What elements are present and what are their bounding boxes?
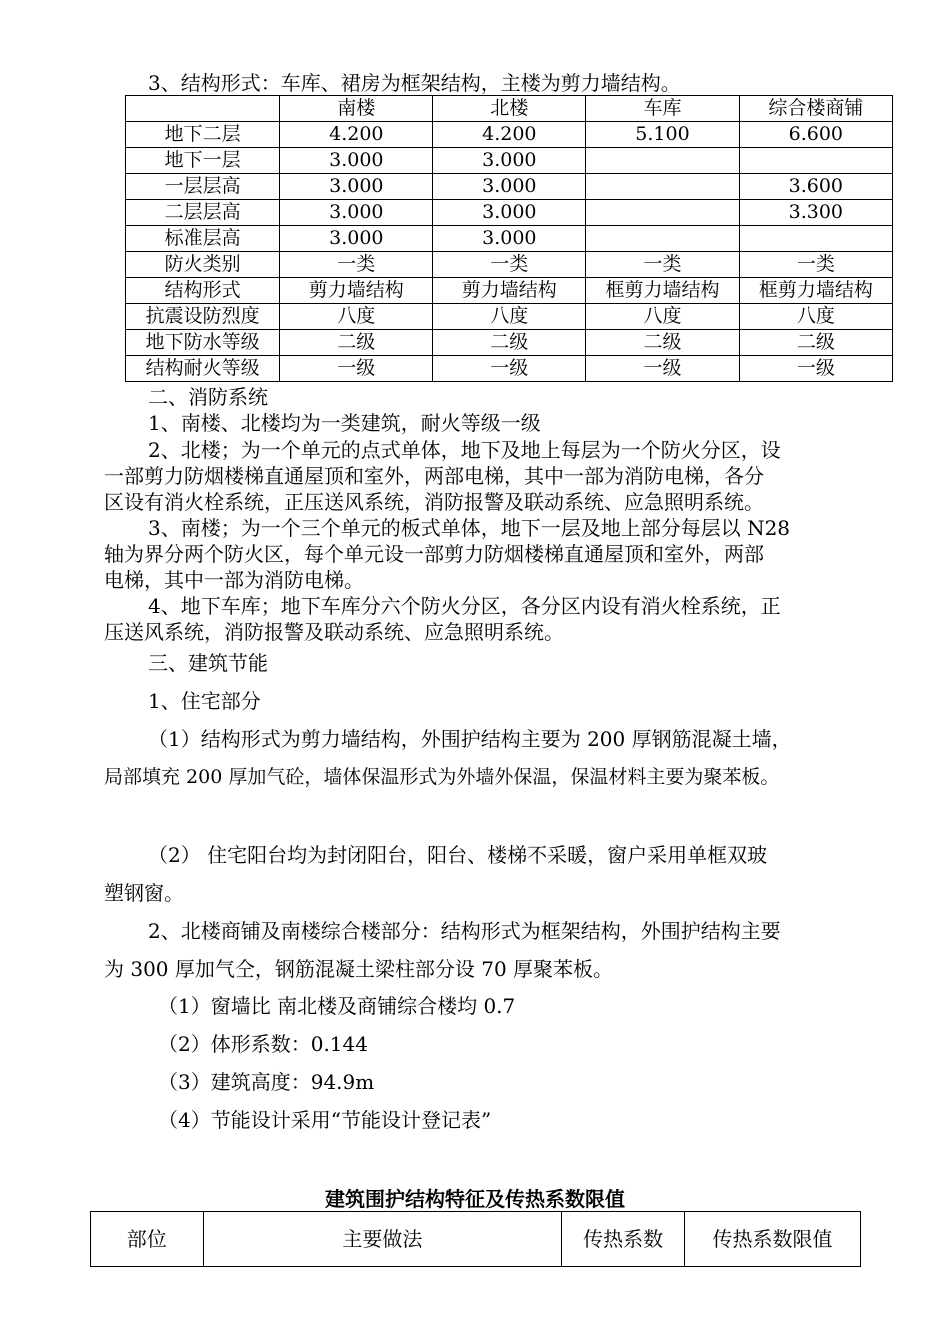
spec-table-row <box>126 226 893 252</box>
spec-cell: 八度 <box>739 304 892 330</box>
env-header-cell: 传热系数限值 <box>685 1212 861 1267</box>
spec-cell: 3.000 <box>433 174 586 200</box>
spec-cell <box>739 226 892 252</box>
spec-cell: 八度 <box>586 304 739 330</box>
spec-table-row <box>126 148 893 174</box>
spec-table-row <box>126 356 893 382</box>
spec-header-cell <box>126 96 280 122</box>
spec-table-row <box>126 252 893 278</box>
spec-row-label: 地下二层 <box>126 122 280 148</box>
spec-row-label: 结构形式 <box>126 278 280 304</box>
spec-cell: 八度 <box>433 304 586 330</box>
spec-cell: 一级 <box>739 356 892 382</box>
spec-table-row <box>126 174 893 200</box>
spec-cell: 3.000 <box>433 200 586 226</box>
energy-sub1: 1、住宅部分 <box>148 689 261 713</box>
fire-heading: 二、消防系统 <box>148 385 268 409</box>
spec-cell: 3.000 <box>280 174 433 200</box>
env-header-cell: 部位 <box>91 1212 204 1267</box>
spec-table-row <box>126 304 893 330</box>
energy-sub2-line1: 2、北楼商铺及南楼综合楼部分：结构形式为框架结构，外围护结构主要 <box>148 919 781 943</box>
spec-header-cell: 综合楼商铺 <box>739 96 892 122</box>
spec-cell: 4.200 <box>433 122 586 148</box>
env-table-header-row <box>91 1212 861 1267</box>
spec-cell: 3.000 <box>280 200 433 226</box>
spec-cell: 3.000 <box>280 148 433 174</box>
spec-row-label: 地下一层 <box>126 148 280 174</box>
energy-s1-line2: 局部填充 200 厚加气砼，墙体保温形式为外墙外保温，保温材料主要为聚苯板。 <box>104 766 780 788</box>
env-table-title: 建筑围护结构特征及传热系数限值 <box>325 1187 625 1211</box>
spec-cell: 八度 <box>280 304 433 330</box>
spec-cell: 二级 <box>586 330 739 356</box>
spec-cell: 框剪力墙结构 <box>739 278 892 304</box>
spec-cell <box>586 226 739 252</box>
fire-p4-line1: 4、地下车库；地下车库分六个防火分区，各分区内设有消火栓系统，正 <box>148 594 781 618</box>
spec-table-header-row <box>126 96 893 122</box>
spec-cell: 3.300 <box>739 200 892 226</box>
fire-p3-line2: 轴为界分两个防火区，每个单元设一部剪力防烟楼梯直通屋顶和室外，两部 <box>104 542 764 566</box>
spec-cell: 一类 <box>280 252 433 278</box>
energy-heading: 三、建筑节能 <box>148 651 268 675</box>
spec-cell: 一类 <box>739 252 892 278</box>
fire-p2-line1: 2、北楼；为一个单元的点式单体，地下及地上每层为一个防火分区，设 <box>148 438 781 462</box>
spec-cell <box>586 200 739 226</box>
energy-item3: （3）建筑高度：94.9m <box>158 1070 375 1094</box>
spec-row-label: 一层层高 <box>126 174 280 200</box>
energy-item1: （1）窗墙比 南北楼及商铺综合楼均 0.7 <box>158 994 516 1018</box>
spec-row-label: 抗震设防烈度 <box>126 304 280 330</box>
intro-line: 3、结构形式：车库、裙房为框架结构，主楼为剪力墙结构。 <box>148 71 681 95</box>
fire-p4-line2: 压送风系统，消防报警及联动系统、应急照明系统。 <box>104 620 564 644</box>
spec-cell: 3.000 <box>280 226 433 252</box>
energy-s2-line2: 塑钢窗。 <box>104 881 184 905</box>
fire-p2-line3: 区设有消火栓系统，正压送风系统，消防报警及联动系统、应急照明系统。 <box>104 490 764 514</box>
energy-sub2-line2: 为 300 厚加气仝，钢筋混凝土梁柱部分设 70 厚聚苯板。 <box>104 957 614 981</box>
env-header-cell: 主要做法 <box>203 1212 562 1267</box>
energy-item2: （2）体形系数：0.144 <box>158 1032 368 1056</box>
fire-p1: 1、南楼、北楼均为一类建筑，耐火等级一级 <box>148 411 541 435</box>
spec-cell: 剪力墙结构 <box>280 278 433 304</box>
spec-cell: 4.200 <box>280 122 433 148</box>
spec-cell: 一级 <box>433 356 586 382</box>
spec-cell: 二级 <box>433 330 586 356</box>
spec-cell: 二级 <box>280 330 433 356</box>
spec-cell <box>586 174 739 200</box>
spec-table-row <box>126 330 893 356</box>
energy-item4: （4）节能设计采用“节能设计登记表” <box>158 1108 492 1132</box>
spec-header-cell: 南楼 <box>280 96 433 122</box>
spec-table-row <box>126 278 893 304</box>
fire-p2-line2: 一部剪力防烟楼梯直通屋顶和室外，两部电梯，其中一部为消防电梯，各分 <box>104 464 764 488</box>
spec-cell: 5.100 <box>586 122 739 148</box>
spec-cell: 3.000 <box>433 148 586 174</box>
spec-cell: 3.000 <box>433 226 586 252</box>
spec-cell: 二级 <box>739 330 892 356</box>
spec-cell <box>586 148 739 174</box>
spec-row-label: 标准层高 <box>126 226 280 252</box>
fire-p3-line3: 电梯，其中一部为消防电梯。 <box>104 568 364 592</box>
spec-cell: 一级 <box>280 356 433 382</box>
spec-table <box>125 95 893 382</box>
spec-table-row <box>126 122 893 148</box>
spec-row-label: 二层层高 <box>126 200 280 226</box>
spec-table-row <box>126 200 893 226</box>
spec-cell: 一类 <box>433 252 586 278</box>
energy-s2-line1: （2） 住宅阳台均为封闭阳台，阳台、楼梯不采暖，窗户采用单框双玻 <box>148 843 768 867</box>
spec-cell: 框剪力墙结构 <box>586 278 739 304</box>
spec-cell: 一级 <box>586 356 739 382</box>
spec-row-label: 地下防水等级 <box>126 330 280 356</box>
spec-cell <box>739 148 892 174</box>
spec-row-label: 结构耐火等级 <box>126 356 280 382</box>
spec-cell: 剪力墙结构 <box>433 278 586 304</box>
spec-header-cell: 北楼 <box>433 96 586 122</box>
spec-cell: 6.600 <box>739 122 892 148</box>
spec-header-cell: 车库 <box>586 96 739 122</box>
spec-cell: 3.600 <box>739 174 892 200</box>
env-header-cell: 传热系数 <box>562 1212 685 1267</box>
spec-row-label: 防火类别 <box>126 252 280 278</box>
energy-s1-line1: （1）结构形式为剪力墙结构，外围护结构主要为 200 厚钢筋混凝土墙， <box>148 727 792 751</box>
spec-cell: 一类 <box>586 252 739 278</box>
env-table <box>90 1211 861 1267</box>
fire-p3-line1: 3、南楼；为一个三个单元的板式单体，地下一层及地上部分每层以 N28 <box>148 516 791 540</box>
